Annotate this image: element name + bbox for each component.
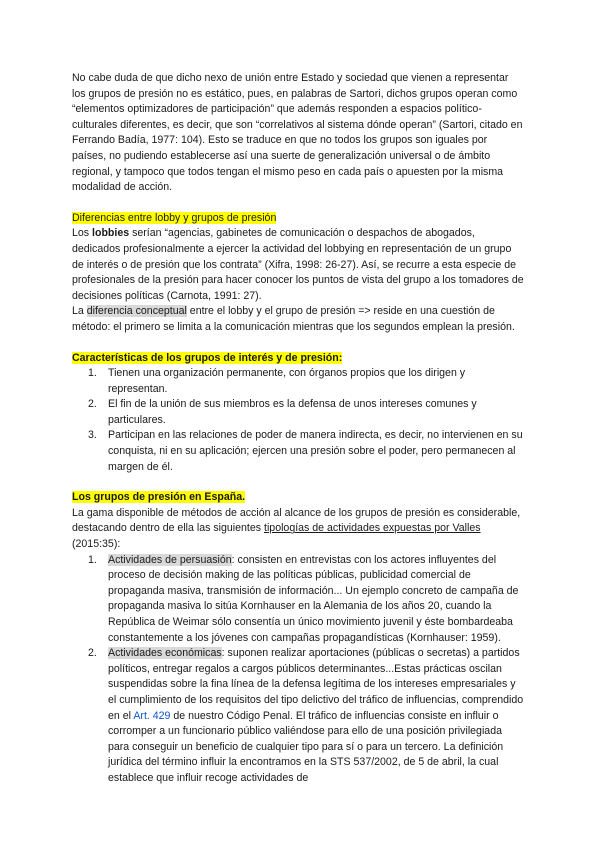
conceptual-difference-highlight: diferencia conceptual — [86, 305, 187, 318]
conceptual-difference-paragraph — [72, 304, 524, 335]
list-item — [72, 646, 524, 786]
lobbies-prefix: Los — [72, 227, 93, 240]
list-item — [72, 366, 524, 397]
valles-typologies-link[interactable]: tipologías de actividades expuestas por Valles — [264, 522, 481, 535]
list-item — [72, 428, 524, 475]
persuasion-activities-label: Actividades de persuasión — [108, 553, 232, 566]
list-item-number: 2. — [88, 647, 97, 660]
section-spain-heading — [72, 490, 524, 506]
lobbies-definition-paragraph — [72, 226, 524, 304]
list-item — [72, 553, 524, 647]
list-item-number: 1. — [88, 553, 97, 566]
list-item-number: 2. — [88, 398, 97, 411]
list-item — [72, 397, 524, 428]
activities-list — [72, 553, 524, 787]
lobbies-definition-text: serían “agencias, gabinetes de comunicación o despachos de abogados, dedicados profesionalmente a ejercer la actividad del lobbying en representación de un grupo de interés o de presión que los contrata” (Xifra, 1998: 26-27). Así, se recurre a esta especie de profesionales de la presión para hacer conocer los puntos de vista del grupo a los tomadores de decisiones políticas (Carnota, 1991: 27). — [72, 227, 524, 302]
spain-intro-paragraph — [72, 506, 524, 553]
conceptual-difference-text: entre el lobby y el grupo de presión => reside en una cuestión de método: el primero se limita a la comunicación mientras que los segundos emplean la presión. — [72, 305, 515, 333]
list-item-text: : consisten en entrevistas con los actores influyentes del proceso de decisión making de las políticas públicas, publicidad comercial de propaganda masiva, transmisión de información... Un ejemplo concreto de campaña de propaganda masiva lo sitúa Kornhauser en la Alemania de los años 20, cuando la República de Weimar sólo consentía un único movimiento juvenil y éste bombardeaba constantemente a los jóvenes con campañas propagandísticas (Kornhauser: 1959). — [108, 553, 519, 644]
list-item-text: El fin de la unión de sus miembros es la defensa de unos intereses comunes y particulares. — [108, 398, 477, 426]
spain-intro-text: La gama disponible de métodos de acción al alcance de los grupos de presión es considerable, destacando dentro de ella las siguientes — [72, 506, 521, 535]
section-characteristics-heading — [72, 351, 524, 367]
list-item-number: 3. — [88, 429, 97, 442]
intro-paragraph: No cabe duda de que dicho nexo de unión entre Estado y sociedad que vienen a representar los grupos de presión no es estático, pues, en palabras de Sartori, dichos grupos operan como “elementos optimizadores de participación” que además responden a espacios político-culturales diferentes, es decir, que son “correlativos al sistema dónde operan” (Sartori, citado en Ferrando Badía, 1977: 104). Esto se traduce en que no todos los grupos son iguales por países, no pudiendo establecerse así una suerte de generalización universal o de ámbito regional, y tampoco que todos tengan el mismo peso en cada país o apuesten por la misma modalidad de acción. — [72, 72, 523, 194]
list-item-text: Tienen una organización permanente, con órganos propios que los dirigen y representan. — [108, 367, 466, 395]
spain-intro-suffix: (2015:35): — [72, 538, 121, 551]
penal-code-article-link[interactable]: Art. 429 — [133, 709, 171, 722]
characteristics-list — [72, 366, 524, 475]
economic-activities-label: Actividades económicas — [108, 647, 222, 660]
conceptual-difference-prefix: La — [72, 305, 87, 318]
list-item-number: 1. — [88, 367, 97, 380]
section-characteristics-heading-text: Características de los grupos de interés y de presión: — [72, 351, 343, 364]
section-spain-heading-text: Los grupos de presión en España. — [72, 491, 246, 504]
lobbies-term: lobbies — [92, 227, 130, 240]
section-lobby-heading — [72, 211, 524, 227]
list-item-text: Participan en las relaciones de poder de manera indirecta, es decir, no intervienen en su conquista, ni en su aplicación; ejercen una presión sobre el poder, pero permanecen al margen de él. — [108, 429, 523, 473]
list-item-text-continued: de nuestro Código Penal. El tráfico de influencias consiste en influir o corromper a un funcionario público valiéndose para ello de una posición privilegiada para conseguir un beneficio de cualquier tipo para sí o para un tercero. La definición jurídica del término influir la encontramos en la STS 537/2002, de 5 de abril, la cual establece que influir recoge actividades de — [108, 709, 504, 784]
section-lobby-heading-text: Diferencias entre lobby y grupos de presión — [72, 211, 277, 224]
list-item-text: : suponen realizar aportaciones (públicas o secretas) a partidos políticos, entregar regalos a cargos públicos determinantes...Estas prácticas oscilan suspendidas sobre la fina línea de la defensa legítima de los intereses empresariales y el cumplimiento de los requisitos del tipo delictivo del tráfico de influencias, comprendido en el — [108, 647, 524, 722]
